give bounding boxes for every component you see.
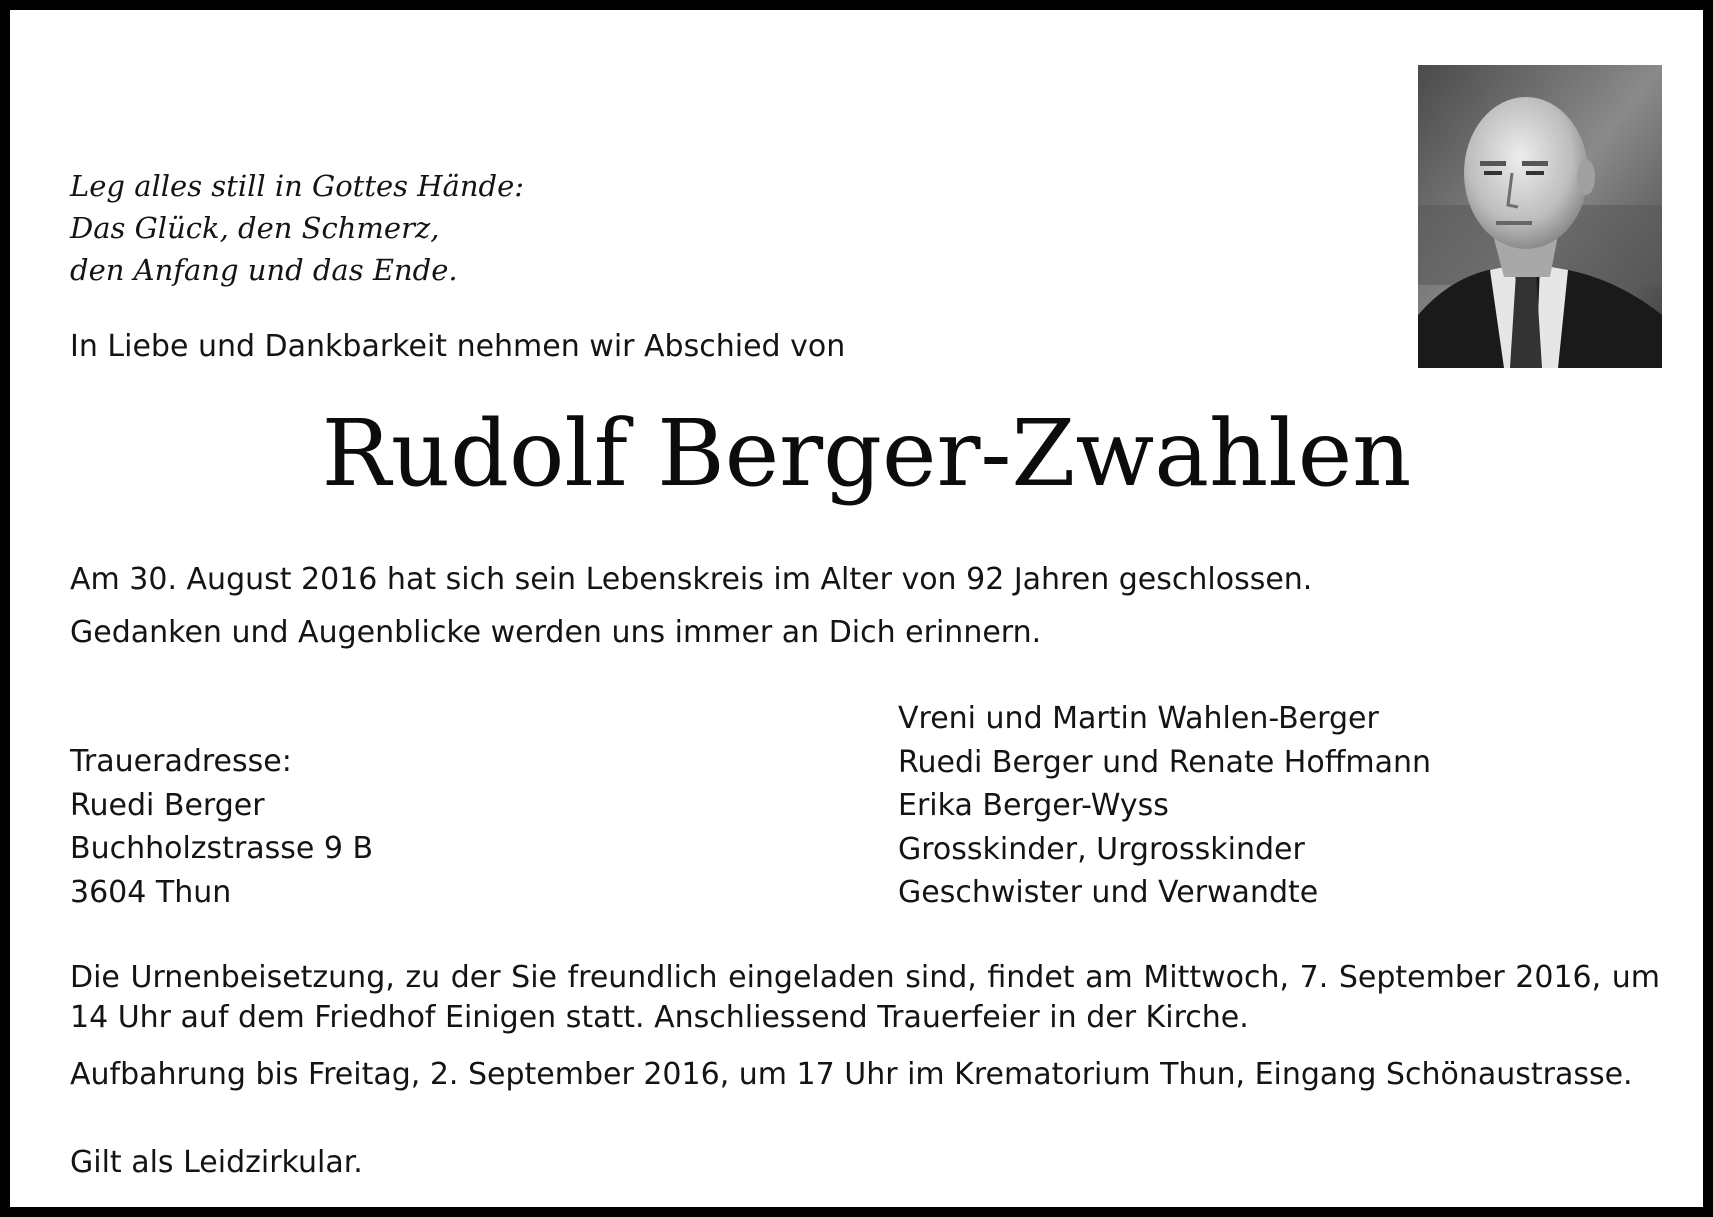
mourner-line: Vreni und Martin Wahlen-Berger [898, 701, 1379, 736]
verse-line-3: den Anfang und das Ende. [70, 253, 458, 287]
mourning-address [70, 740, 373, 914]
message-line-2: Gedanken und Augenblicke werden uns immer an Dich erinnern. [70, 615, 1042, 650]
verse-line-2: Das Glück, den Schmerz, [70, 211, 440, 245]
mourner-line: Geschwister und Verwandte [898, 875, 1319, 910]
address-street: Buchholzstrasse 9 B [70, 831, 374, 866]
mourner-line: Ruedi Berger und Renate Hoffmann [898, 744, 1432, 780]
address-name: Ruedi Berger [70, 787, 265, 823]
mourner-line: Grosskinder, Urgrosskinder [898, 831, 1305, 867]
closing-note: Gilt als Leidzirkular. [70, 1145, 363, 1180]
viewing-paragraph: Aufbahrung bis Freitag, 2. September 2016, um 17 Uhr im Krematorium Thun, Eingang Schönaustrasse. [70, 1057, 1633, 1092]
mourners-list [898, 697, 1431, 915]
intro-text: In Liebe und Dankbarkeit nehmen wir Abschied von [70, 329, 846, 364]
ceremony-paragraph: Die Urnenbeisetzung, zu der Sie freundlich eingeladen sind, findet am Mittwoch, 7. September 2016, um 14 Uhr auf dem Friedhof Einigen statt. Anschliessend Trauerfeier in der Kirche. [70, 960, 1660, 1035]
verse-line-1: Leg alles still in Gottes Hände: [70, 169, 525, 203]
mourner-line: Erika Berger-Wyss [898, 788, 1169, 823]
portrait-photo [1418, 65, 1662, 368]
message-line-1: Am 30. August 2016 hat sich sein Lebenskreis im Alter von 92 Jahren geschlossen. [70, 562, 1313, 597]
address-city: 3604 Thun [70, 874, 232, 910]
verse [70, 165, 524, 291]
deceased-name: Rudolf Berger-Zwahlen [321, 400, 1412, 507]
address-heading: Traueradresse: [70, 744, 292, 779]
